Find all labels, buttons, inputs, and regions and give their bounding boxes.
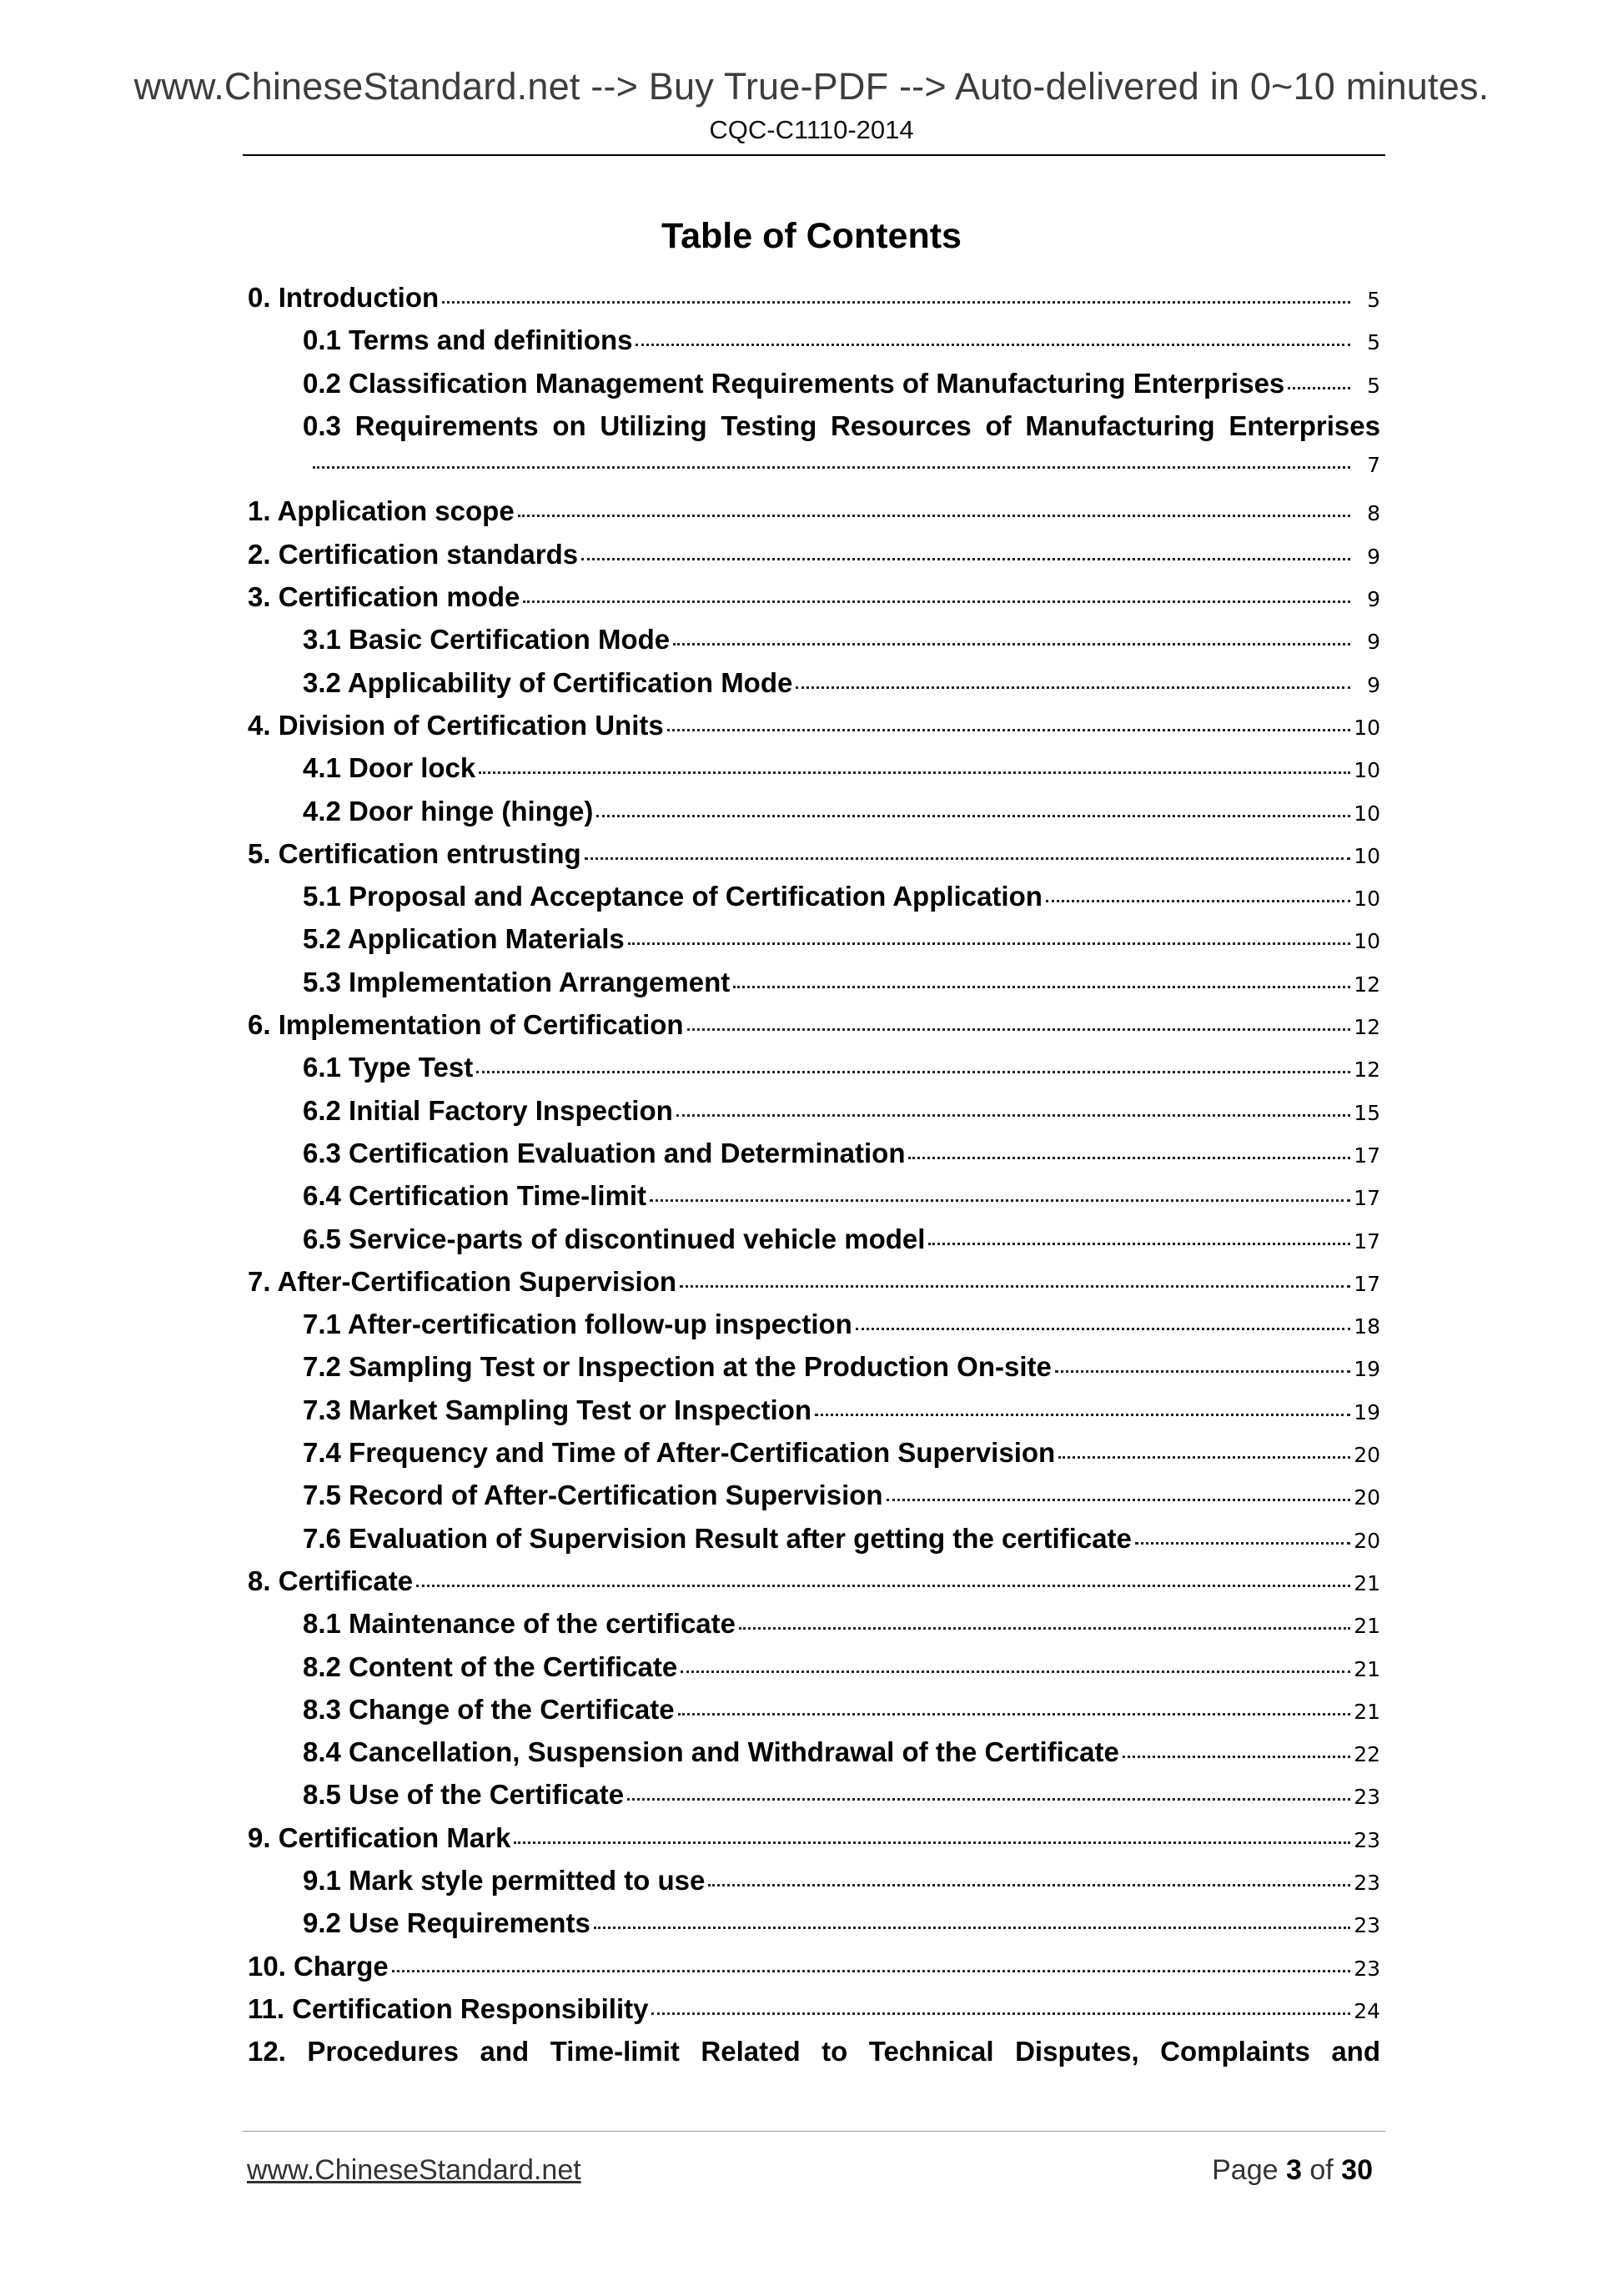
toc-leader-dots	[1055, 1370, 1350, 1373]
toc-entry-page: 7	[1367, 453, 1380, 478]
toc-entry-page: 12	[1354, 1058, 1380, 1083]
toc-leader-dots	[596, 815, 1350, 817]
toc-entry-label: 8.1 Maintenance of the certificate	[303, 1608, 736, 1640]
toc-entry[interactable]	[248, 967, 1380, 1009]
toc-entry[interactable]	[248, 282, 1380, 324]
toc-entry-label: 5. Certification entrusting	[248, 837, 581, 869]
toc-leader-dots	[908, 1157, 1350, 1159]
toc-leader-dots	[796, 686, 1350, 689]
toc-leader-dots	[518, 515, 1350, 517]
toc-entry-label: 8.3 Change of the Certificate	[303, 1693, 675, 1725]
toc-leader-dots	[678, 1713, 1350, 1716]
toc-entry-page: 21	[1354, 1614, 1380, 1639]
toc-leader-dots	[676, 1114, 1350, 1117]
toc-entry-label: 7.2 Sampling Test or Inspection at the Production On-site	[303, 1351, 1052, 1383]
page-prefix: Page	[1212, 2154, 1279, 2186]
toc-entry[interactable]	[248, 667, 1380, 710]
toc-leader-dots	[1135, 1542, 1350, 1545]
toc-entry-page: 10	[1354, 758, 1380, 783]
toc-leader-dots	[594, 1927, 1350, 1929]
toc-entry-page: 12	[1354, 1015, 1380, 1040]
toc-entry-label: 5.1 Proposal and Acceptance of Certification Application	[303, 881, 1043, 912]
toc-entry[interactable]	[248, 1736, 1380, 1779]
toc-entry[interactable]	[248, 1351, 1380, 1394]
toc-entry-label: 7. After-Certification Supervision	[248, 1265, 677, 1297]
footer-divider	[243, 2131, 1385, 2132]
toc-entry-label: 7.6 Evaluation of Supervision Result after getting the certificate	[303, 1522, 1132, 1554]
toc-leader-dots	[1288, 387, 1350, 389]
toc-entry-page: 17	[1354, 1271, 1380, 1296]
toc-entry-page: 23	[1354, 1785, 1380, 1810]
toc-leader-dots	[708, 1884, 1350, 1887]
toc-entry[interactable]	[248, 923, 1380, 966]
toc-entry[interactable]	[248, 368, 1380, 410]
toc-entry-page: 10	[1354, 801, 1380, 826]
toc-entry-page: 17	[1354, 1228, 1380, 1254]
toc-entry-label: 6.1 Type Test	[303, 1052, 474, 1083]
toc-entry[interactable]	[248, 1822, 1380, 1865]
toc-leader-dots	[928, 1243, 1350, 1245]
toc-entry[interactable]	[248, 1651, 1380, 1694]
toc-entry-label: 0.3 Requirements on Utilizing Testing Resources of Manufacturing Enterprises	[303, 409, 1380, 441]
toc-leader-dots	[887, 1499, 1350, 1501]
toc-entry-label: 4.1 Door lock	[303, 752, 476, 784]
toc-leader-dots	[651, 2012, 1350, 2015]
toc-entry[interactable]	[248, 1907, 1380, 1950]
toc-entry-page: 9	[1367, 587, 1380, 612]
toc-entry[interactable]	[248, 796, 1380, 838]
toc-entry-page: 20	[1354, 1485, 1380, 1510]
document-id: CQC-C1110-2014	[709, 115, 914, 144]
toc-entry[interactable]	[248, 710, 1380, 752]
table-of-contents	[248, 282, 1380, 2078]
toc-entry-label: 9.1 Mark style permitted to use	[303, 1864, 706, 1896]
toc-entry[interactable]	[248, 581, 1380, 624]
toc-entry-page: 20	[1354, 1528, 1380, 1553]
header-divider	[243, 154, 1385, 156]
toc-leader-dots	[673, 643, 1350, 646]
toc-entry-page: 21	[1354, 1570, 1380, 1595]
toc-leader-dots	[815, 1414, 1350, 1416]
toc-entry[interactable]	[248, 324, 1380, 367]
toc-entry[interactable]	[248, 1694, 1380, 1736]
toc-leader-dots	[681, 1671, 1350, 1673]
toc-entry[interactable]	[248, 881, 1380, 923]
toc-entry-label: 7.5 Record of After-Certification Supervision	[303, 1480, 883, 1511]
toc-leader-dots	[628, 942, 1350, 945]
site-banner: www.ChineseStandard.net --> Buy True-PDF --> Auto-delivered in 0~10 minutes.	[133, 65, 1490, 108]
toc-entry[interactable]	[248, 1223, 1380, 1266]
toc-entry[interactable]	[248, 2036, 1380, 2078]
toc-leader-dots	[1058, 1456, 1350, 1459]
toc-entry-label: 10. Charge	[248, 1950, 389, 1982]
toc-entry[interactable]	[248, 1309, 1380, 1351]
page-indicator	[1212, 2154, 1373, 2187]
toc-leader-dots	[1123, 1756, 1350, 1758]
toc-entry-label: 8. Certificate	[248, 1565, 414, 1596]
toc-entry[interactable]	[248, 1095, 1380, 1138]
toc-entry-page: 19	[1354, 1357, 1380, 1382]
toc-entry-page: 24	[1354, 1998, 1380, 2023]
toc-entry-page: 9	[1367, 544, 1380, 569]
toc-entry-page: 21	[1354, 1699, 1380, 1724]
toc-leader-dots	[523, 600, 1350, 603]
toc-leader-dots	[581, 558, 1350, 560]
toc-leader-dots	[680, 1285, 1350, 1288]
toc-entry-label: 8.2 Content of the Certificate	[303, 1650, 678, 1682]
toc-entry-page: 15	[1354, 1100, 1380, 1125]
toc-entry-page: 12	[1354, 972, 1380, 997]
toc-entry-page: 23	[1354, 1827, 1380, 1852]
toc-leader-dots	[1046, 900, 1350, 902]
toc-entry[interactable]	[248, 1565, 1380, 1608]
toc-entry-page: 9	[1367, 630, 1380, 655]
toc-leader-dots	[687, 1028, 1350, 1031]
toc-entry-page: 5	[1367, 373, 1380, 398]
toc-entry-page: 23	[1354, 1913, 1380, 1938]
toc-entry[interactable]	[248, 495, 1380, 538]
toc-entry-page: 18	[1354, 1314, 1380, 1339]
toc-entry-page: 8	[1367, 501, 1380, 526]
footer-site-link[interactable]: www.ChineseStandard.net	[247, 2154, 581, 2186]
toc-entry-label: 8.5 Use of the Certificate	[303, 1779, 625, 1811]
toc-entry-page: 17	[1354, 1186, 1380, 1211]
toc-entry-page: 10	[1354, 843, 1380, 868]
page-title: Table of Contents	[661, 216, 962, 256]
toc-entry[interactable]	[248, 1138, 1380, 1180]
toc-entry-label: 5.3 Implementation Arrangement	[303, 966, 731, 997]
toc-entry[interactable]	[248, 410, 1380, 453]
toc-entry[interactable]	[248, 752, 1380, 795]
toc-entry-label: 7.3 Market Sampling Test or Inspection	[303, 1394, 812, 1425]
toc-entry[interactable]	[248, 1608, 1380, 1650]
toc-entry-label: 6. Implementation of Certification	[248, 1009, 684, 1041]
toc-entry[interactable]	[248, 1180, 1380, 1223]
toc-leader-dots	[650, 1199, 1350, 1202]
toc-entry-label: 8.4 Cancellation, Suspension and Withdrawal of the Certificate	[303, 1736, 1119, 1768]
toc-entry-label: 7.1 After-certification follow-up inspection	[303, 1309, 852, 1340]
current-page-number: 3	[1285, 2154, 1302, 2186]
toc-entry-label: 3.2 Applicability of Certification Mode	[303, 666, 793, 698]
toc-leader-dots	[856, 1328, 1350, 1330]
page-of: of	[1309, 2154, 1334, 2186]
toc-leader-dots	[514, 1841, 1350, 1844]
toc-entry-label: 5.2 Application Materials	[303, 923, 625, 955]
toc-entry-label: 0.1 Terms and definitions	[303, 324, 633, 356]
toc-entry-label: 4. Division of Certification Units	[248, 709, 664, 741]
toc-entry[interactable]	[248, 624, 1380, 666]
toc-entry-page: 22	[1354, 1742, 1380, 1767]
toc-entry[interactable]	[248, 1993, 1380, 2036]
toc-entry[interactable]	[248, 539, 1380, 581]
toc-entry-label: 6.2 Initial Factory Inspection	[303, 1094, 673, 1126]
toc-entry-label: 3. Certification mode	[248, 581, 520, 613]
toc-entry-page: 10	[1354, 887, 1380, 912]
toc-entry-label: 6.4 Certification Time-limit	[303, 1180, 646, 1212]
toc-entry-label: 11. Certification Responsibility	[248, 1992, 649, 2024]
toc-entry-label: 3.1 Basic Certification Mode	[303, 624, 671, 656]
toc-entry-page: 19	[1354, 1399, 1380, 1424]
toc-entry-page: 17	[1354, 1143, 1380, 1168]
toc-entry[interactable]	[248, 1951, 1380, 1993]
toc-entry-label: 1. Application scope	[248, 495, 515, 527]
toc-entry[interactable]	[248, 1865, 1380, 1907]
toc-entry[interactable]	[248, 1779, 1380, 1821]
toc-entry[interactable]	[248, 1523, 1380, 1565]
toc-leader-dots	[476, 1071, 1350, 1073]
toc-entry-label: 7.4 Frequency and Time of After-Certification Supervision	[303, 1437, 1056, 1469]
toc-entry-label: 4.2 Door hinge (hinge)	[303, 795, 594, 826]
toc-entry[interactable]	[248, 1437, 1380, 1480]
toc-leader-dots	[392, 1970, 1350, 1972]
toc-entry-page: 10	[1354, 715, 1380, 740]
toc-entry[interactable]	[248, 1009, 1380, 1052]
toc-entry-label: 9.2 Use Requirements	[303, 1907, 590, 1939]
toc-entry-page: 9	[1367, 672, 1380, 697]
toc-entry[interactable]	[248, 1394, 1380, 1437]
toc-leader-dots	[585, 857, 1350, 860]
toc-entry-label: 0.2 Classification Management Requirements of Manufacturing Enterprises	[303, 367, 1285, 399]
toc-entry-page: 23	[1354, 1956, 1380, 1981]
toc-leader-dots	[479, 771, 1350, 774]
toc-entry-label: 9. Certification Mark	[248, 1821, 511, 1853]
toc-entry-label: 2. Certification standards	[248, 538, 579, 570]
toc-entry-page: 21	[1354, 1656, 1380, 1681]
toc-leader-dots	[313, 466, 1350, 469]
toc-entry[interactable]	[248, 1266, 1380, 1309]
toc-entry-page: 20	[1354, 1443, 1380, 1468]
toc-entry[interactable]	[248, 1480, 1380, 1522]
toc-leader-dots	[442, 301, 1350, 304]
toc-leader-dots	[627, 1798, 1350, 1801]
toc-entry-label: 0. Introduction	[248, 282, 440, 313]
total-pages: 30	[1341, 2154, 1373, 2186]
toc-entry-continuation[interactable]	[248, 453, 1380, 495]
toc-entry-page: 5	[1367, 288, 1380, 312]
toc-entry[interactable]	[248, 838, 1380, 881]
toc-leader-dots	[739, 1627, 1350, 1630]
toc-entry-label: 12. Procedures and Time-limit Related to Technical Disputes, Complaints and	[248, 2036, 1380, 2067]
toc-leader-dots	[667, 729, 1350, 731]
toc-leader-dots	[733, 986, 1350, 988]
toc-leader-dots	[416, 1585, 1350, 1587]
toc-entry-page: 23	[1354, 1870, 1380, 1895]
toc-entry-label: 6.3 Certification Evaluation and Determination	[303, 1137, 906, 1168]
toc-entry-page: 5	[1367, 330, 1380, 355]
toc-entry-page: 10	[1354, 929, 1380, 954]
toc-leader-dots	[636, 344, 1350, 346]
toc-entry[interactable]	[248, 1052, 1380, 1094]
toc-entry-label: 6.5 Service-parts of discontinued vehicle model	[303, 1223, 926, 1254]
